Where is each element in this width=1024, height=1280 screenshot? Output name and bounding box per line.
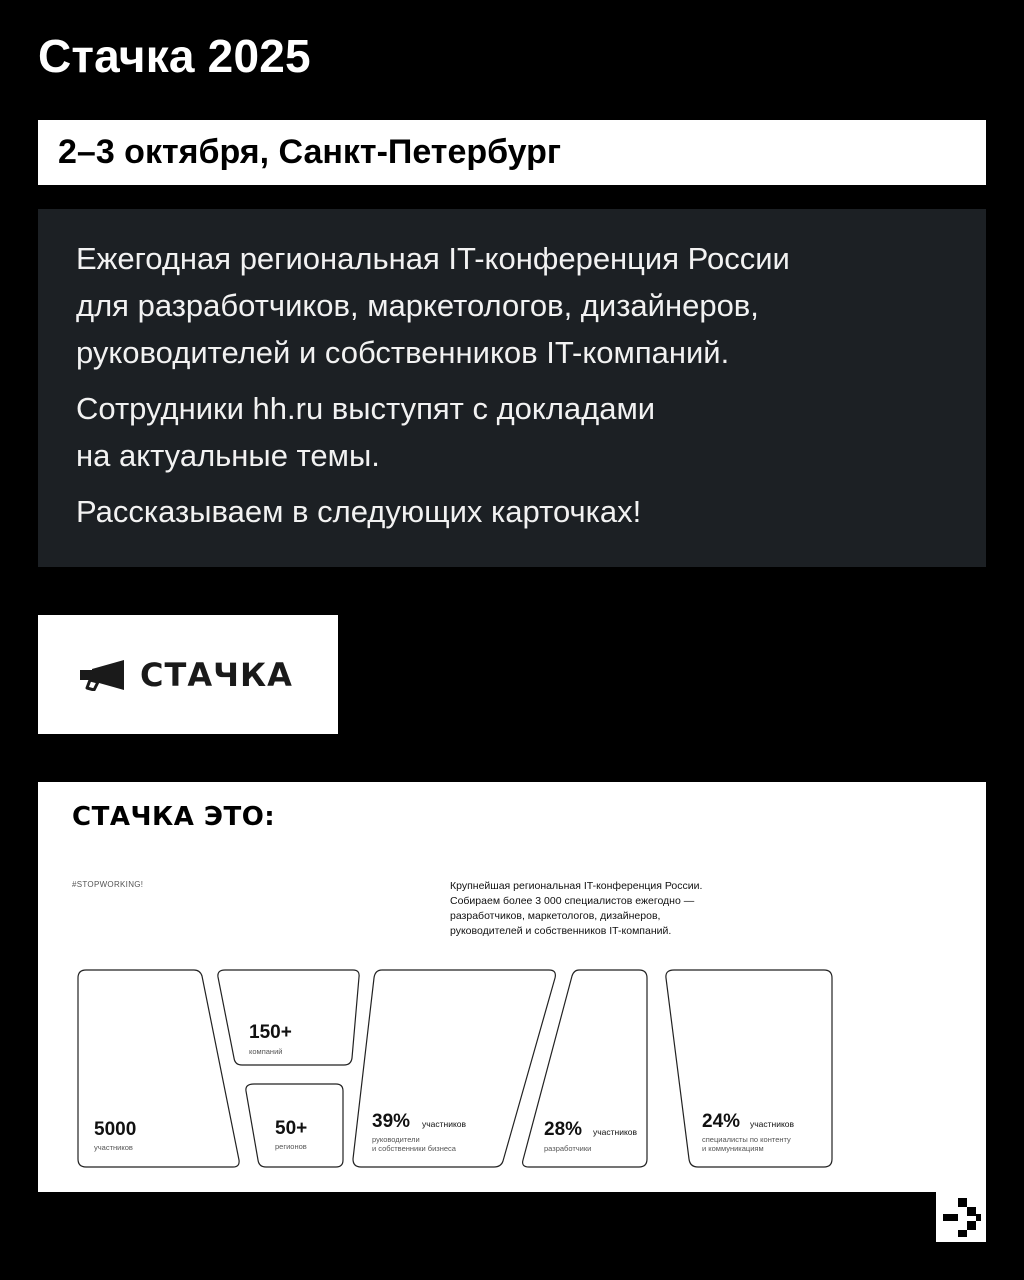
stat-value: 150+ (249, 1022, 292, 1043)
stat-label: компаний (249, 1047, 283, 1056)
stat-label: и собственники бизнеса (372, 1144, 456, 1153)
slide-description-line: разработчиков, маркетологов, дизайнеров, (450, 910, 661, 922)
stat-unit: участников (422, 1119, 467, 1129)
megaphone-icon (78, 659, 126, 691)
stat-label: разработчики (544, 1144, 592, 1153)
logo-wordmark: СТАЧКА (140, 655, 293, 694)
stat-label: руководители (372, 1135, 420, 1144)
stat-value: 28% (544, 1119, 583, 1140)
description-line: для разработчиков, маркетологов, дизайнеров, (76, 288, 759, 323)
stat-label: участников (94, 1143, 133, 1152)
stat-value: 5000 (94, 1119, 137, 1140)
page-title: Стачка 2025 (38, 30, 311, 82)
slide-description-line: руководителей и собственников IT-компаний. (450, 925, 672, 937)
date-location-banner: 2–3 октября, Санкт-Петербург (38, 120, 986, 185)
stat-value: 39% (372, 1111, 411, 1132)
slide-heading: СТАЧКА ЭТО: (72, 802, 276, 832)
stat-label: специалисты по контенту (702, 1135, 791, 1144)
description-line: руководителей и собственников IT-компаний. (76, 335, 730, 370)
hashtag: #STOPWORKING! (72, 880, 144, 889)
stat-value: 24% (702, 1111, 741, 1132)
description-paragraph-1 (76, 235, 950, 376)
conference-stats-slide (38, 782, 986, 1192)
stats-cards (38, 782, 986, 1192)
stat-value: 50+ (275, 1118, 308, 1139)
slide-description-line: Крупнейшая региональная IT-конференция России. (450, 880, 703, 892)
stat-unit: участников (593, 1127, 638, 1137)
description-card (38, 209, 986, 567)
slide-description-line: Собираем более 3 000 специалистов ежегодно — (450, 895, 695, 907)
stat-label: и коммуникациям (702, 1144, 764, 1153)
description-line: Ежегодная региональная IT-конференция России (76, 241, 790, 276)
description-line: на актуальные темы. (76, 438, 380, 473)
stat-card-developers (523, 970, 647, 1167)
stat-label: регионов (275, 1142, 307, 1151)
description-paragraph-3: Рассказываем в следующих карточках! (76, 494, 642, 529)
stachka-logo (38, 615, 338, 734)
arrow-pixel-icon (936, 1192, 986, 1242)
description-paragraph-2 (76, 385, 950, 479)
stat-unit: участников (750, 1119, 795, 1129)
description-line: Сотрудники hh.ru выступят с докладами (76, 391, 656, 426)
stat-card-companies (218, 970, 359, 1065)
